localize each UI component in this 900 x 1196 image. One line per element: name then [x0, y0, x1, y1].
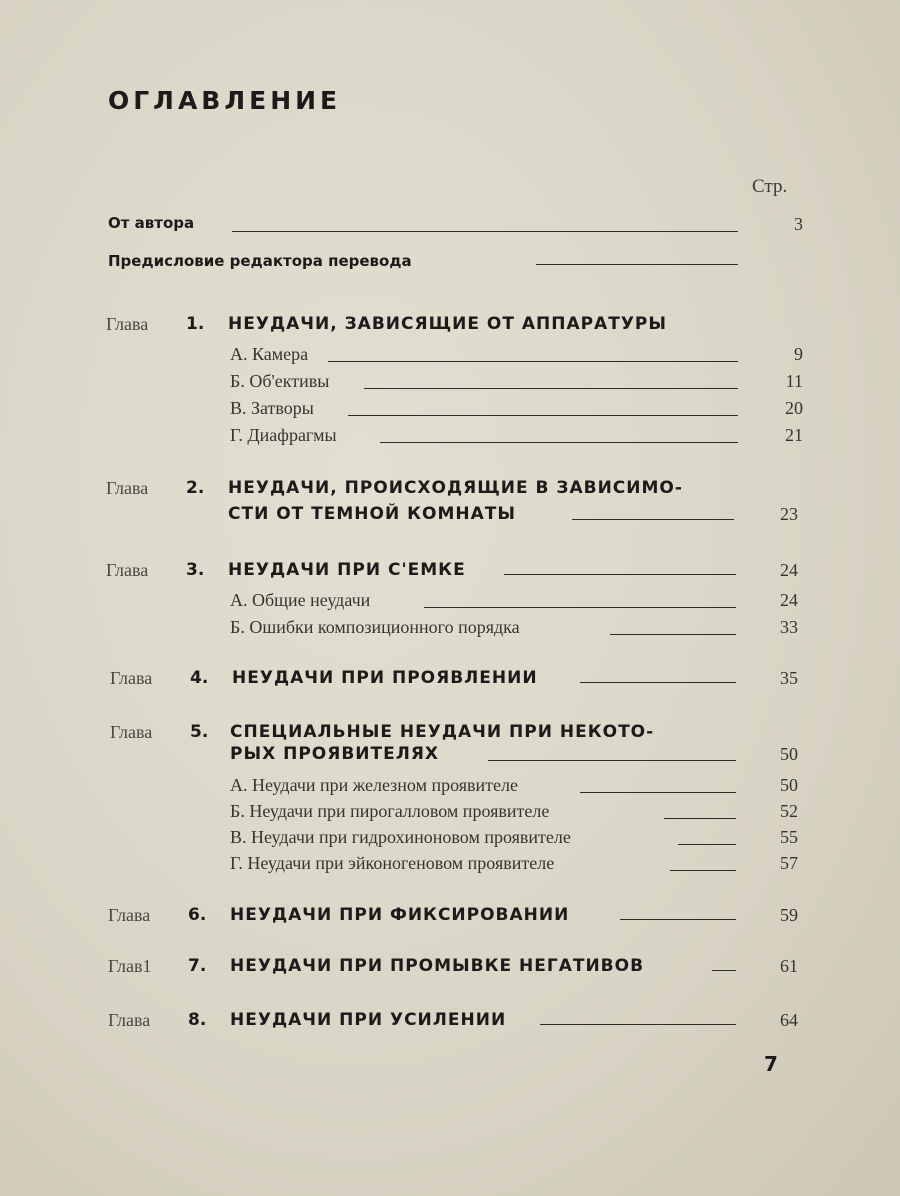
toc-chapter-2-cont	[0, 504, 900, 530]
chapter-title-cont: РЫХ ПРОЯВИТЕЛЯХ	[230, 744, 440, 764]
toc-chapter-5-cont	[0, 744, 900, 770]
chapter-title: НЕУДАЧИ, ПРОИСХОДЯЩИЕ В ЗАВИСИМО-	[228, 478, 683, 498]
sub-page: 33	[780, 617, 798, 637]
sub-page: 21	[785, 425, 803, 445]
leader-line	[488, 760, 736, 761]
chapter-word: Глава	[108, 1010, 151, 1030]
sub-page: 24	[780, 590, 798, 610]
toc-sub-entry	[0, 425, 900, 451]
leader-line	[536, 264, 738, 265]
chapter-word: Глава	[110, 668, 153, 688]
leader-line	[580, 682, 736, 683]
toc-sub-entry	[0, 853, 900, 879]
leader-line	[328, 361, 738, 362]
entry-title: От автора	[108, 214, 195, 232]
chapter-word: Глав1	[108, 956, 152, 976]
sub-page: 20	[785, 398, 803, 418]
leader-line	[380, 442, 738, 443]
toc-sub-entry	[0, 801, 900, 827]
chapter-word: Глава	[106, 314, 149, 334]
toc-chapter-8	[0, 1010, 900, 1036]
toc-chapter-1	[0, 314, 900, 340]
leader-line	[232, 231, 738, 232]
sub-title: А. Общие неудачи	[230, 590, 371, 610]
leader-line	[664, 818, 736, 819]
chapter-number: 2.	[186, 478, 205, 498]
sub-page: 9	[794, 344, 803, 364]
leader-line	[580, 792, 736, 793]
toc-sub-entry	[0, 344, 900, 370]
sub-page: 50	[780, 775, 798, 795]
toc-chapter-4	[0, 668, 900, 694]
toc-sub-entry	[0, 827, 900, 853]
chapter-number: 8.	[188, 1010, 207, 1030]
chapter-page: 23	[780, 504, 798, 524]
sub-page: 11	[785, 371, 803, 391]
sub-page: 57	[780, 853, 798, 873]
leader-line	[424, 607, 736, 608]
chapter-number: 5.	[190, 722, 209, 742]
toc-chapter-7	[0, 956, 900, 982]
entry-title: Предисловие редактора перевода	[108, 252, 412, 270]
sub-title: Г. Диафрагмы	[230, 425, 337, 445]
chapter-title-cont: СТИ ОТ ТЕМНОЙ КОМНАТЫ	[228, 504, 516, 524]
chapter-word: Глава	[106, 560, 149, 580]
leader-line	[540, 1024, 736, 1025]
chapter-number: 3.	[186, 560, 205, 580]
leader-line	[348, 415, 738, 416]
leader-line	[364, 388, 738, 389]
sub-page: 55	[780, 827, 798, 847]
leader-line	[678, 844, 736, 845]
chapter-number: 4.	[190, 668, 209, 688]
chapter-page: 64	[780, 1010, 798, 1030]
toc-heading: ОГЛАВЛЕНИЕ	[108, 86, 342, 115]
toc-sub-entry	[0, 590, 900, 616]
toc-entry-preface	[0, 252, 900, 278]
toc-sub-entry	[0, 775, 900, 801]
sub-title: А. Камера	[230, 344, 309, 364]
chapter-title: НЕУДАЧИ ПРИ ФИКСИРОВАНИИ	[230, 905, 570, 925]
chapter-title: НЕУДАЧИ ПРИ ПРОМЫВКЕ НЕГАТИВОВ	[230, 956, 645, 976]
sub-title: Г. Неудачи при эйконогеновом проявителе	[230, 853, 555, 873]
chapter-word: Глава	[106, 478, 149, 498]
sub-page: 52	[780, 801, 798, 821]
toc-chapter-2	[0, 478, 900, 504]
page-number: 7	[764, 1052, 778, 1076]
chapter-title: СПЕЦИАЛЬНЫЕ НЕУДАЧИ ПРИ НЕКОТО-	[230, 722, 655, 742]
chapter-page: 59	[780, 905, 798, 925]
chapter-number: 7.	[188, 956, 207, 976]
page-column-label: Стр.	[752, 176, 788, 197]
chapter-title: НЕУДАЧИ ПРИ С'ЕМКЕ	[228, 560, 466, 580]
leader-line	[670, 870, 736, 871]
chapter-number: 6.	[188, 905, 207, 925]
entry-page: 3	[794, 214, 803, 234]
leader-line	[610, 634, 736, 635]
chapter-title: НЕУДАЧИ, ЗАВИСЯЩИЕ ОТ АППАРАТУРЫ	[228, 314, 667, 334]
chapter-page: 24	[780, 560, 798, 580]
toc-chapter-6	[0, 905, 900, 931]
chapter-title: НЕУДАЧИ ПРИ ПРОЯВЛЕНИИ	[232, 668, 538, 688]
chapter-word: Глава	[110, 722, 153, 742]
sub-title: А. Неудачи при железном проявителе	[230, 775, 518, 795]
toc-sub-entry	[0, 371, 900, 397]
sub-title: В. Затворы	[230, 398, 314, 418]
leader-line	[572, 519, 734, 520]
chapter-number: 1.	[186, 314, 205, 334]
chapter-page: 50	[780, 744, 798, 764]
sub-title: Б. Неудачи при пирогалловом проявителе	[230, 801, 550, 821]
chapter-title: НЕУДАЧИ ПРИ УСИЛЕНИИ	[230, 1010, 507, 1030]
leader-line	[620, 919, 736, 920]
sub-title: Б. Ошибки композиционного порядка	[230, 617, 520, 637]
leader-line	[504, 574, 736, 575]
toc-entry-author	[0, 214, 900, 240]
chapter-page: 35	[780, 668, 798, 688]
leader-line	[712, 970, 736, 971]
toc-sub-entry	[0, 617, 900, 643]
sub-title: В. Неудачи при гидрохиноновом проявителе	[230, 827, 571, 847]
chapter-word: Глава	[108, 905, 151, 925]
chapter-page: 61	[780, 956, 798, 976]
sub-title: Б. Об'ективы	[230, 371, 330, 391]
toc-chapter-3	[0, 560, 900, 586]
toc-sub-entry	[0, 398, 900, 424]
